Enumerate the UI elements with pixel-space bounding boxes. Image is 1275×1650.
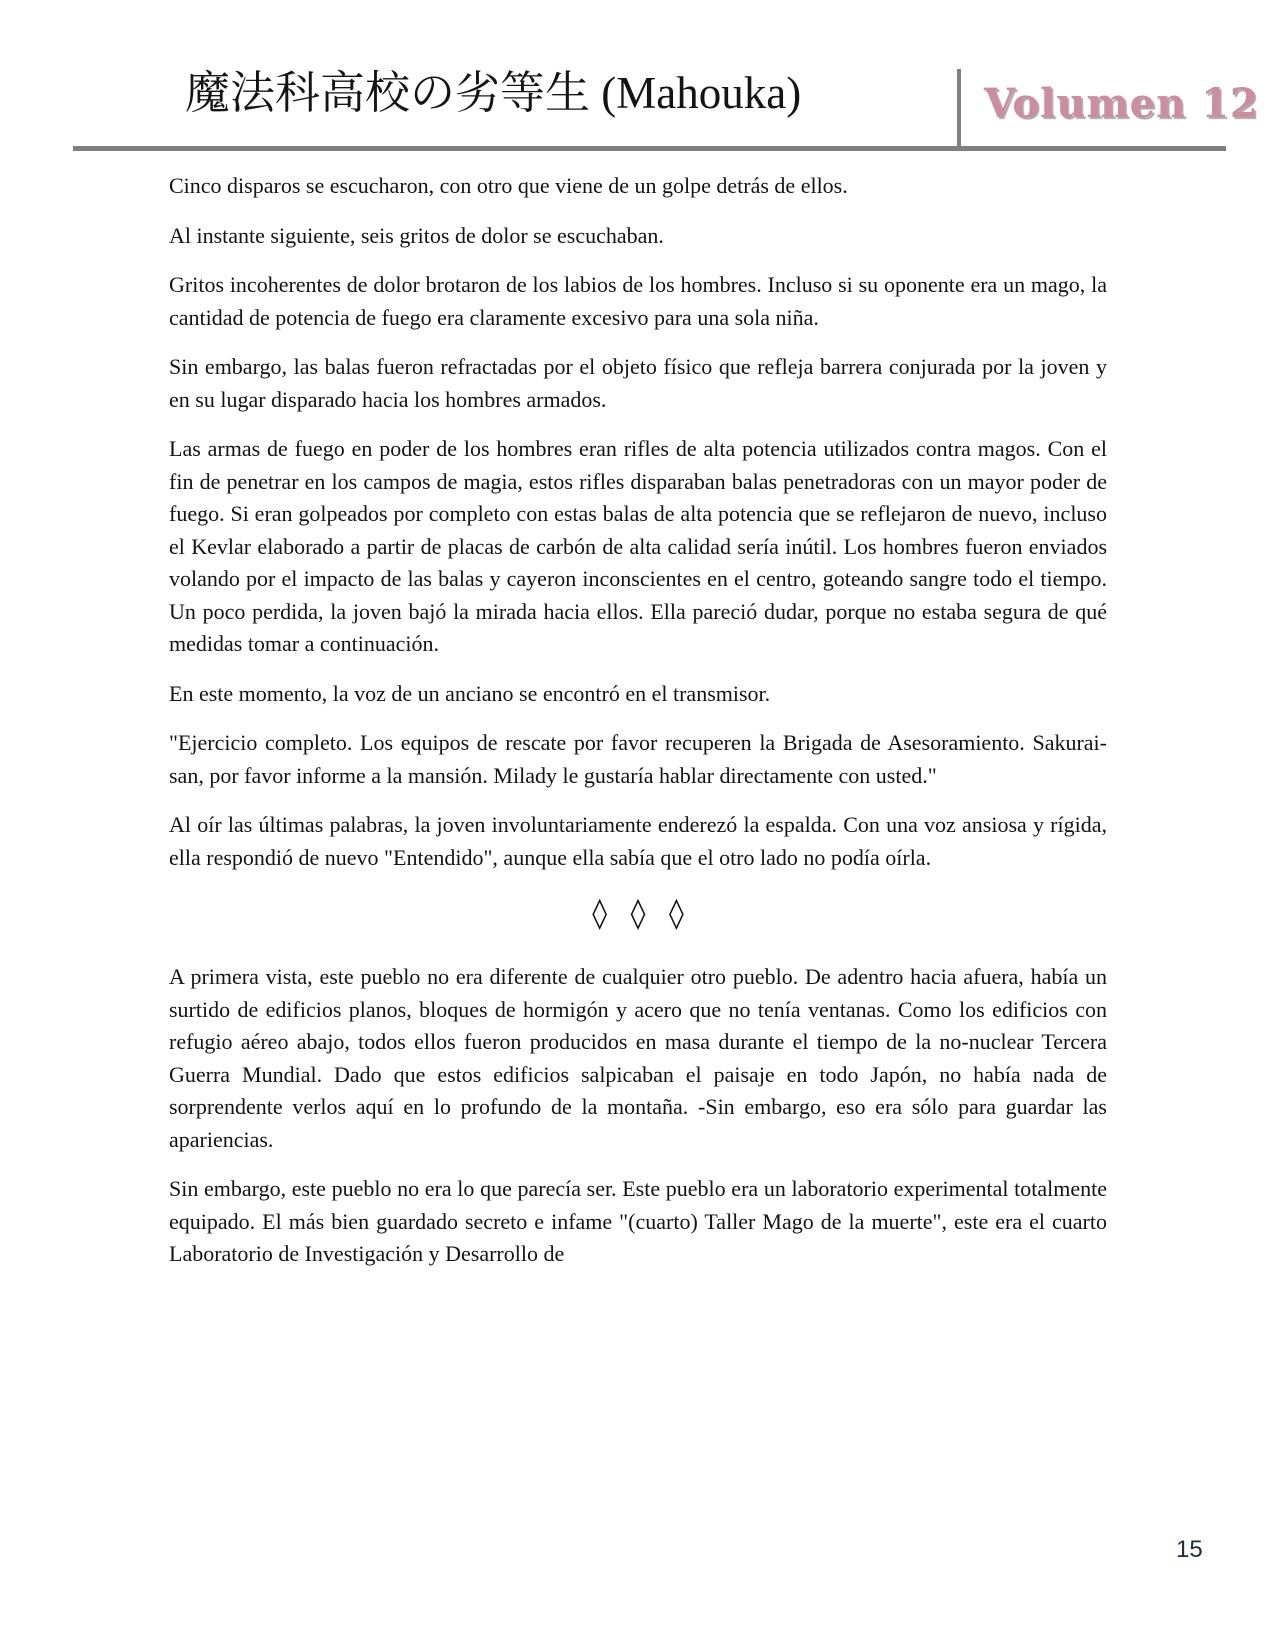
scene-break-separator: ◊ ◊ ◊ xyxy=(592,896,684,931)
body-paragraph: Cinco disparos se escucharon, con otro que viene de un golpe detrás de ellos. xyxy=(169,173,848,198)
body-paragraph: Sin embargo, las balas fueron refractadas por el objeto físico que refleja barrera conjurada por la joven y en su lugar disparado hacia los hombres armados. xyxy=(169,354,1107,412)
body-text xyxy=(169,170,1107,1288)
body-paragraph: Al instante siguiente, seis gritos de dolor se escuchaban. xyxy=(169,222,664,248)
body-paragraph: Gritos incoherentes de dolor brotaron de los labios de los hombres. Incluso si su oponente era un mago, la cantidad de potencia de fuego era claramente excesivo para una sola niña. xyxy=(169,272,1107,330)
page-title: 魔法科高校の劣等生 (Mahouka) xyxy=(185,68,802,118)
header-rule xyxy=(73,146,1226,151)
body-paragraph: Sin embargo, este pueblo no era lo que parecía ser. Este pueblo era un laboratorio experimental totalmente equipado. El más bien guardado secreto e infame "(cuarto) Taller Mago de la muerte", este era el cuarto Laboratorio de Investigación y Desarrollo de xyxy=(169,1176,1107,1266)
header-vertical-divider xyxy=(957,69,961,151)
body-paragraph: En este momento, la voz de un anciano se encontró en el transmisor. xyxy=(169,680,771,706)
body-paragraph: "Ejercicio completo. Los equipos de rescate por favor recuperen la Brigada de Asesoramiento. Sakurai-san, por favor informe a la mansión. Milady le gustaría hablar directamente con usted." xyxy=(169,730,1107,788)
volume-label: Volumen 12 xyxy=(984,80,1259,127)
body-paragraph: A primera vista, este pueblo no era diferente de cualquier otro pueblo. De adentro hacia afuera, había un surtido de edificios planos, bloques de hormigón y acero que no tenía ventanas. Como los edificios con refugio aéreo abajo, todos ellos fueron producidos en masa durante el tiempo de la no-nuclear Tercera Guerra Mundial. Dado que estos edificios salpicaban el paisaje en todo Japón, no había nada de sorprendente verlos aquí en lo profundo de la montaña. -Sin embargo, eso era sólo para guardar las apariencias. xyxy=(169,964,1107,1152)
page-number: 15 xyxy=(1176,1536,1203,1563)
body-paragraph: Al oír las últimas palabras, la joven involuntariamente enderezó la espalda. Con una voz ansiosa y rígida, ella respondió de nuevo "Entendido", aunque ella sabía que el otro lado no podía oírla. xyxy=(169,812,1107,870)
body-paragraph: Las armas de fuego en poder de los hombres eran rifles de alta potencia utilizados contra magos. Con el fin de penetrar en los campos de magia, estos rifles disparaban balas penetradoras con un mayor poder de fuego. Si eran golpeados por completo con estas balas de alta potencia que se reflejaron de nuevo, incluso el Kevlar elaborado a partir de placas de carbón de alta calidad sería inútil. Los hombres fueron enviados volando por el impacto de las balas y cayeron inconscientes en el centro, goteando sangre todo el tiempo. Un poco perdida, la joven bajó la mirada hacia ellos. Ella pareció dudar, porque no estaba segura de qué medidas tomar a continuación. xyxy=(169,436,1107,656)
